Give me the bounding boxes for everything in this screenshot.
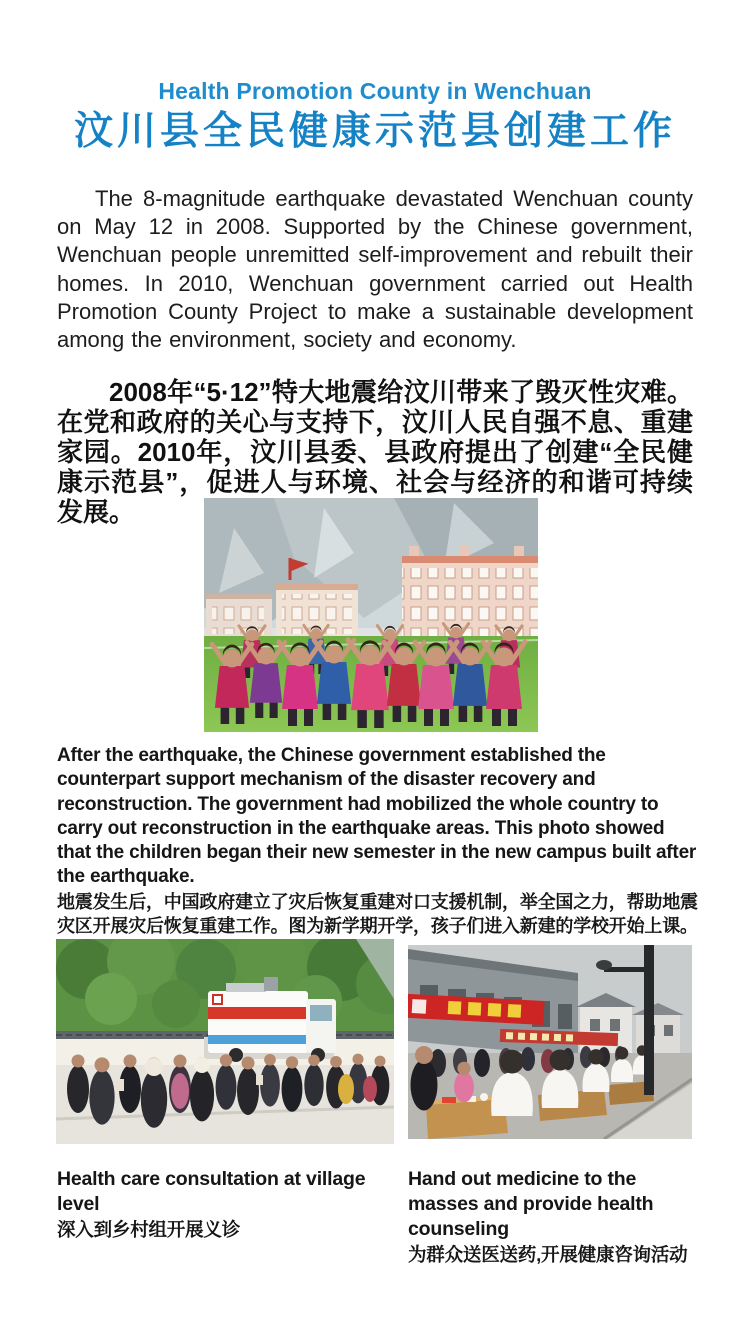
photo-village-consultation	[56, 939, 394, 1144]
intro-paragraph-english: The 8-magnitude earthquake devastated Wenchuan county on May 12 in 2008. Supported by the Chinese government, Wenchuan people unremitted self-improvement and rebuilt their homes. In 2010, Wenchuan government carried out Health Promotion County Project to make a sustainable development among the environment, society and economy.	[57, 186, 693, 353]
main-caption-chinese: 地震发生后，中国政府建立了灾后恢复重建对口支援机制，举全国之力，帮助地震灾区开展灾后恢复重建工作。图为新学期开学，孩子们进入新建的学校开始上课。	[57, 891, 698, 936]
photo-village-consultation-illustration	[56, 939, 394, 1144]
left-caption-english: Health care consultation at village level	[57, 1168, 366, 1215]
photo-street-counseling-illustration	[408, 945, 692, 1139]
right-photo-caption	[408, 1167, 700, 1267]
intro-paragraph-chinese: 2008年“5·12”特大地震给汶川带来了毁灭性灾难。在党和政府的关心与支持下，汶川人民自强不息、重建家园。2010年，汶川县委、县政府提出了创建“全民健康示范县”，促进人与环境、社会与经济的和谐可持续发展。	[57, 377, 693, 527]
left-photo-caption	[57, 1167, 403, 1242]
main-photo-caption	[57, 744, 701, 938]
photo-school-children-illustration	[204, 498, 538, 732]
photo-street-counseling	[408, 945, 692, 1139]
right-caption-english: Hand out medicine to the masses and provide health counseling	[408, 1168, 654, 1240]
main-caption-english: After the earthquake, the Chinese government established the counterpart support mechanism of the disaster recovery and reconstruction. The government had mobilized the whole country to carry out reconstruction in the earthquake areas. This photo showed that the children began their new semester in the new campus built after the earthquake.	[57, 745, 697, 888]
page-title-chinese: 汶川县全民健康示范县创建工作	[73, 110, 676, 153]
left-caption-chinese: 深入到乡村组开展义诊	[57, 1219, 241, 1240]
photo-school-children	[204, 498, 538, 732]
page-subtitle-english: Health Promotion County in Wenchuan	[158, 78, 592, 104]
right-caption-chinese: 为群众送医送药,开展健康咨询活动	[408, 1244, 688, 1265]
